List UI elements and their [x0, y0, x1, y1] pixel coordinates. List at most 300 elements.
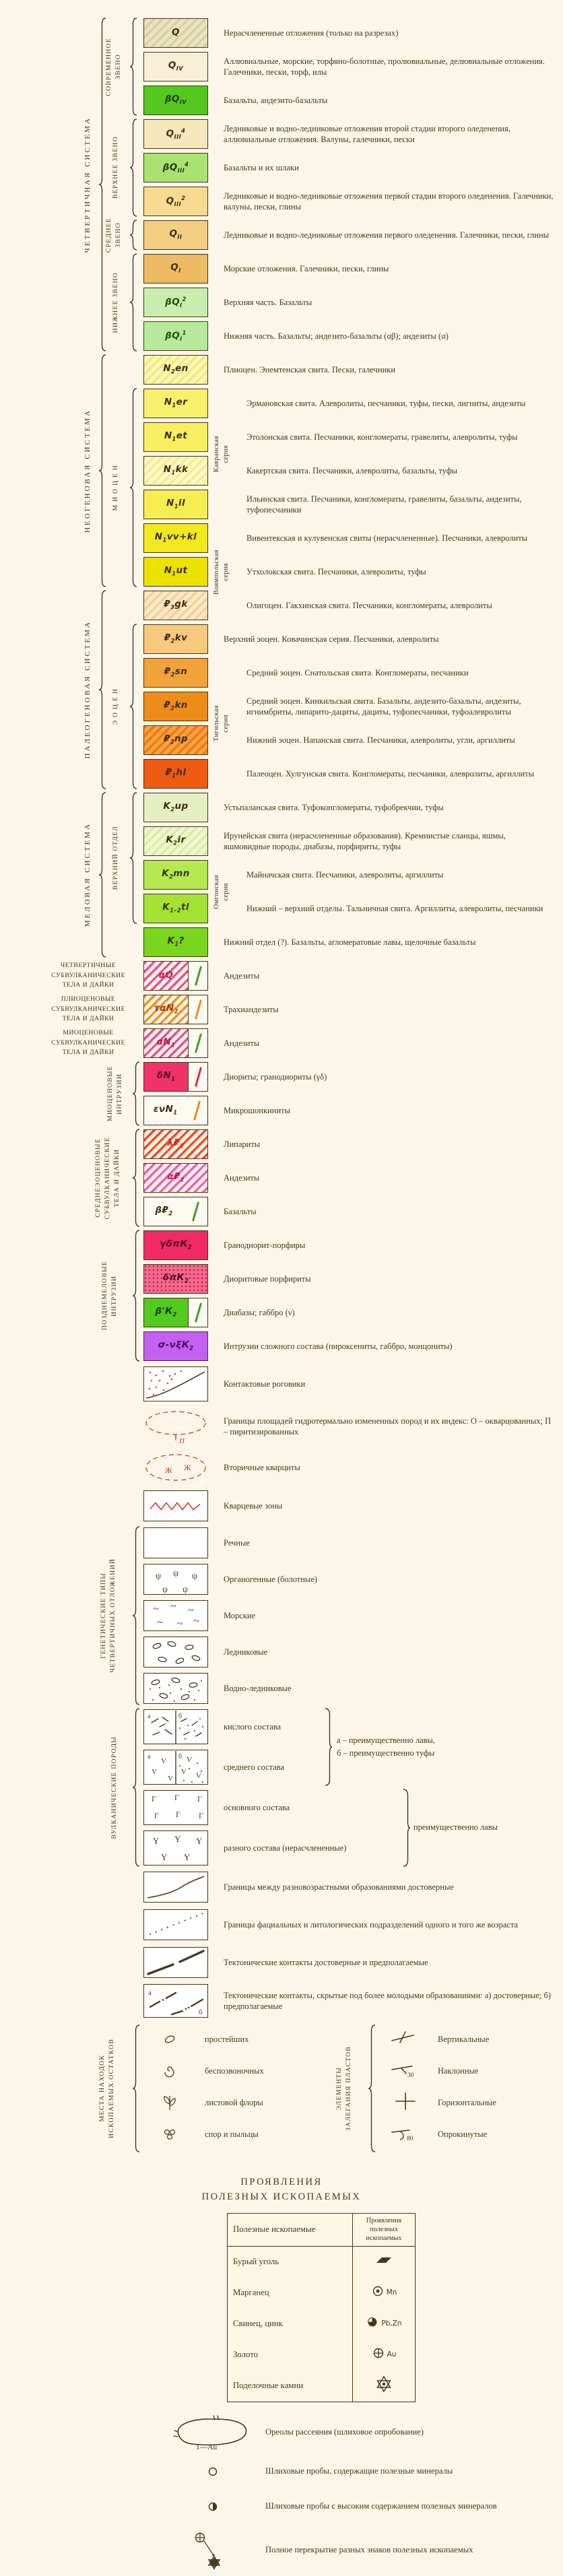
swatch: [143, 860, 208, 890]
legend-description: Ледниковые: [224, 1647, 268, 1657]
swatch: [143, 1028, 208, 1058]
label-intrusions-late-cretaceous-brace: [132, 1230, 141, 1365]
marine-icon: [143, 1600, 208, 1631]
horizontal-bedding-icon: [389, 2092, 423, 2113]
swatch: [143, 321, 208, 351]
legend-description: Речные: [224, 1538, 250, 1548]
swatch: [143, 355, 208, 385]
overturned-bedding-icon: [389, 2124, 423, 2145]
unit-symbol: $\beta Q_{IV}$: [164, 94, 187, 106]
spores-pollen-icon: [156, 2125, 183, 2143]
label-line: ВЕРХНЕЕ ЗВЕНО: [112, 136, 119, 199]
coal-icon: [372, 2253, 396, 2270]
label-line: Э О Ц Е Н: [112, 688, 119, 725]
legend-row: [0, 1487, 563, 1525]
legend-row: [0, 1094, 563, 1127]
svg-text:Y: Y: [174, 1833, 181, 1844]
legend-description: Диориты; гранодиориты (γδ): [224, 1072, 327, 1082]
vertical-bedding-icon: [389, 2029, 423, 2050]
label-intrusions-miocene: [106, 1061, 124, 1126]
label-line: ПЛИОЦЕНОВЫЕ: [61, 995, 116, 1003]
svg-text:~: ~: [153, 1603, 159, 1615]
unit-symbol: δπК$_2$: [162, 1272, 189, 1285]
legend-description: Нерасчлененные отложения (только на разрезах): [224, 28, 399, 38]
legend-description: Тектонические контакты достоверные и предполагаемые: [224, 1958, 428, 1967]
swatch: [143, 793, 208, 822]
manganese-icon: [371, 2284, 385, 2301]
epoch-miocene: [112, 388, 120, 587]
label-genetic-types-brace: [132, 1526, 141, 1709]
swatch: [143, 52, 208, 81]
label-line: СРЕДНЕЕ: [105, 217, 112, 253]
unit-symbol: $Q_{III}^2$: [166, 195, 186, 208]
sys-neogene: [84, 354, 92, 587]
mineral-occurrences-section: [0, 2175, 563, 2402]
glacial-icon: [143, 1637, 208, 1667]
minerals-heading: [154, 2175, 409, 2205]
swatch: [143, 1062, 208, 1092]
unit-symbol: $\beta'К_2$: [155, 1306, 177, 1319]
swatch: [143, 1264, 208, 1294]
legend-description: Ледниковые и водно-ледниковые отложения второй стадии второго оледенения, аллювиальные отложения. Валуны, галечники, пески: [224, 124, 510, 144]
svg-text:Г: Г: [154, 1810, 159, 1820]
label-line: Воямпольская: [213, 549, 220, 595]
swatch: [143, 826, 208, 856]
fossil-label: спор и пыльцы: [205, 2129, 259, 2139]
unit-symbol: ενN$_1$: [153, 1104, 178, 1117]
unit-symbol: γδπК$_2$: [159, 1239, 192, 1251]
sampling-symbol-description: Полное перекрытие разных знаков полезных ископаемых: [265, 2545, 473, 2555]
minerals-table-row: [228, 2278, 415, 2309]
legend-description: Границы между разновозрастными образованиями достоверные: [224, 1882, 454, 1892]
sampling-symbol-row: [0, 2488, 563, 2525]
boundary-facies-icon: [143, 1909, 208, 1940]
slash-mark-icon: [195, 999, 202, 1020]
svg-text:б: б: [178, 1752, 183, 1760]
svg-text:~: ~: [157, 1616, 163, 1628]
legend-description: Палеоцен. Хулгунская свита. Конгломераты, песчаники, алевролиты, аргиллиты: [246, 769, 535, 779]
unit-symbol: $\alpha N_1$: [156, 1036, 176, 1049]
legend-description: Андезиты: [224, 971, 260, 981]
swatch: [143, 1197, 208, 1226]
legend-description: Границы фациальных и литологических подразделений одного и того же возраста: [224, 1920, 519, 1929]
legend-row: [0, 1525, 563, 1561]
swatch: [143, 389, 208, 418]
sampling-symbol-description: Шлиховые пробы с высоким содержанием полезных минералов: [265, 2501, 497, 2511]
fossil-item: [156, 2089, 263, 2116]
svg-text:Г: Г: [152, 1793, 156, 1804]
svg-text:V: V: [187, 1755, 192, 1764]
swatch: [143, 557, 208, 587]
unit-symbol: $\delta N_1$: [156, 1070, 176, 1083]
svg-text:ψ: ψ: [192, 1570, 198, 1581]
mineral-symbol-cell: [353, 2247, 415, 2278]
unit-symbol: $₽_2kn$: [164, 700, 188, 713]
bedding-label: Наклонные: [438, 2066, 479, 2076]
label-line: ИНТРУЗИИ: [115, 1073, 123, 1115]
heading-line: ПОЛЕЗНЫХ ИСКОПАЕМЫХ: [201, 2191, 362, 2202]
legend-description: Майначская свита. Песчаники, алевролиты, аргиллиты: [246, 870, 444, 880]
legend-description: Морские: [224, 1611, 256, 1620]
sys-cretaceous: [84, 792, 92, 958]
label-line: серия: [222, 714, 230, 733]
svg-text:П: П: [179, 1437, 185, 1445]
series-kavranskaya: [213, 388, 231, 520]
unit-symbol: $N_2en$: [163, 363, 189, 376]
unit-symbol: Q: [172, 27, 180, 38]
svg-text:80: 80: [407, 2135, 413, 2142]
legend-description: Нижний эоцен. Напанская свита. Песчаники, алевролиты, угли, аргиллиты: [246, 735, 515, 745]
label-line: НЕОГЕНОВАЯ СИСТЕМА: [84, 408, 92, 533]
label-line: ТЕЛА И ДАЙКИ: [112, 1148, 121, 1208]
annotation-lavas-tuffs: [337, 1708, 505, 1786]
annotation-mostly-lavas: [413, 1789, 548, 1867]
tectonic-contact-icon: [143, 1947, 208, 1978]
label-line: ТЕЛА И ДАЙКИ: [62, 1049, 114, 1057]
legend-row: [0, 1906, 563, 1944]
unit-symbol: $₽_2np$: [163, 733, 189, 746]
overlap-icon: [167, 2530, 259, 2571]
zveno-verhnee: [112, 119, 120, 217]
volc-acid-icon: [143, 1709, 208, 1744]
circle-open-icon: [167, 2465, 259, 2478]
fossil-item: [156, 2121, 259, 2148]
legend-description: Средний эоцен. Кинкильская свита. Базальты, андезито-базальты, андезиты, игнимбриты, липарито-дациты, дациты, туфопесчаники, туфоалевролиты: [246, 696, 521, 717]
swatch: [143, 288, 208, 317]
fossils-and-bedding-section: [0, 2020, 563, 2158]
legend-row: [0, 1127, 563, 1161]
unit-symbol: $\beta₽_2$: [155, 1205, 173, 1218]
svg-text:б: б: [199, 2008, 203, 2016]
swatch: [143, 523, 208, 553]
swatch-fill: [144, 1029, 188, 1057]
legend-row: [0, 1262, 563, 1296]
svg-text:~: ~: [177, 1618, 183, 1630]
legend-description: Верхний эоцен. Ковачинская серия. Песчаники, алевролиты: [224, 634, 439, 644]
swatch: [143, 961, 208, 991]
label-line: ЧЕТВЕРТИЧНЫХ ОТЛОЖЕНИЙ: [108, 1558, 117, 1673]
legend-description: Микрошонкиниты: [224, 1106, 290, 1115]
swatch-slash-box: [188, 995, 207, 1024]
label-line: МЕЛОВАЯ СИСТЕМА: [84, 822, 92, 927]
swatch-slash-box: [188, 1298, 207, 1327]
col-header-occurrences: Проявления полезных ископаемых: [366, 2216, 402, 2243]
legend-description: кислого состава: [224, 1722, 282, 1731]
svg-text:ψ: ψ: [173, 1567, 179, 1578]
legend-description: разного состава (нерасчлененные): [224, 1843, 347, 1853]
series-omgonskaya: [213, 859, 231, 924]
unit-symbol: $₽_2kv$: [164, 632, 188, 645]
svg-text:Y: Y: [153, 1835, 160, 1846]
legend-description: Липариты: [224, 1140, 261, 1149]
label-line: МИОЦЕНОВЫЕ: [106, 1065, 114, 1122]
legend-description: Базальты: [224, 1207, 257, 1216]
unit-symbol: $N_1kk$: [163, 464, 189, 477]
unit-symbol: $K_2ir$: [166, 834, 186, 847]
label-line: б – преимущественно туфы: [337, 1748, 435, 1758]
unit-symbol: σ-νξК$_2$: [158, 1340, 194, 1352]
legend-description: Верхняя часть. Базальты: [224, 298, 312, 307]
river-icon: [143, 1527, 208, 1558]
svg-text:а: а: [147, 1752, 151, 1760]
unit-symbol: $N_1er$: [164, 397, 188, 409]
series-tigilskaya: [213, 657, 231, 789]
label-line: а – преимущественно лавы,: [337, 1735, 435, 1745]
legend-description: Нижняя часть. Базальты; андезито-базальты (αβ); андезиты (α): [224, 331, 449, 341]
label-genetic-types: [100, 1526, 117, 1705]
bedding-label: Горизонтальные: [438, 2097, 496, 2107]
swatch: [143, 692, 208, 721]
slash-mark-icon: [193, 1100, 201, 1121]
halo-boundary-icon: [143, 1407, 208, 1446]
bedding-item: [389, 2057, 478, 2084]
bedding-label: Опрокинутые: [438, 2129, 488, 2139]
unit-symbol: $\beta Q_I^1$: [165, 329, 187, 343]
unit-symbol: $K_1$?: [167, 935, 185, 948]
swatch: [143, 1331, 208, 1361]
swatch-fill: [144, 1063, 188, 1091]
ornamental-stones-icon: [375, 2375, 393, 2396]
svg-text:ψ: ψ: [162, 1583, 168, 1594]
bedding-item: [389, 2026, 489, 2053]
legend-description: Тектонические контакты, скрытые под более молодыми образованиями: а) достоверные; б) предполагаемые: [224, 1991, 551, 2011]
label-subvolcanic-mid-eocene: [94, 1129, 121, 1227]
minerals-table-header: [228, 2214, 415, 2247]
svg-text:Г: Г: [174, 1792, 179, 1802]
svg-text:Г: Г: [176, 1809, 180, 1819]
swatch: [143, 187, 208, 216]
invertebrates-icon: [156, 2062, 183, 2080]
chemical-label: Mn: [386, 2288, 397, 2297]
label-volcanic-rocks: [110, 1708, 119, 1867]
otdel-verhniy: [112, 792, 120, 924]
chemical-label: Au: [387, 2350, 397, 2358]
legend-row: [0, 1634, 563, 1670]
swatch: [143, 1163, 208, 1193]
label-line: ИСКОПАЕМЫХ ОСТАТКОВ: [107, 2038, 115, 2138]
legend-description: среднего состава: [224, 1762, 285, 1772]
legend-description: Вивентекская и кулувенская свиты (нерасчлененные). Песчаники, алевролиты: [246, 533, 528, 543]
mineral-name: Золото: [228, 2340, 353, 2371]
swatch: [143, 254, 208, 284]
epoch-eocene-brace: [129, 624, 138, 793]
label-line: М И О Ц Е Н: [112, 464, 119, 511]
zveno-sovremennoe-brace: [129, 18, 138, 119]
protozoa-icon: [156, 2030, 183, 2048]
svg-text:V: V: [161, 1756, 166, 1765]
label-line: ЭЛЕМЕНТЫ: [335, 2066, 343, 2111]
unit-symbol: $₽_1hl$: [165, 767, 187, 780]
label-subvolcanic-miocene: [38, 1028, 139, 1059]
heading-line: ПРОЯВЛЕНИЯ: [240, 2177, 323, 2187]
legend-row: [0, 1329, 563, 1363]
svg-text:а: а: [147, 1712, 151, 1720]
label-line: ЗАЛЕГАНИЯ ПЛАСТОВ: [344, 2045, 352, 2132]
svg-text:б: б: [178, 1712, 183, 1720]
sys-paleogene-brace: [98, 590, 107, 793]
unit-symbol: $K_2up$: [163, 801, 189, 814]
swatch: [143, 490, 208, 519]
legend-row: [0, 1944, 563, 1981]
label-line: серия: [222, 562, 230, 581]
slash-mark-icon: [192, 1201, 199, 1222]
label-line: ЗВЕНО: [114, 54, 122, 79]
legend-row: [0, 1060, 563, 1094]
unit-symbol: $\lambda₽_2$: [167, 1137, 185, 1150]
unit-symbol: $K_2mn$: [162, 868, 190, 881]
unit-symbol: $Q_{IV}$: [168, 60, 184, 73]
sampling-symbols-section: [0, 2410, 563, 2576]
legend-description: Средний эоцен. Снатольская свита. Конгломераты, песчаники: [246, 668, 469, 678]
sys-neogene-brace: [98, 354, 107, 591]
legend-description: Ледниковые и водно-ледниковые отложения первой стадии второго оледенения. Галечники, валуны, пески, глины: [224, 191, 554, 211]
slash-mark-icon: [195, 966, 202, 986]
label-line: СУБВУЛКАНИЧЕСКИЕ: [51, 1038, 125, 1047]
svg-text:ψ: ψ: [156, 1570, 162, 1581]
svg-text:Ж: Ж: [165, 1465, 172, 1475]
epoch-eocene: [112, 624, 120, 789]
fossil-item: [156, 2057, 264, 2084]
otdel-verhniy-brace: [129, 792, 138, 927]
legend-row: [0, 1405, 563, 1448]
fluvioglacial-icon: [143, 1673, 208, 1704]
svg-text:Г: Г: [199, 1810, 203, 1820]
svg-text:V: V: [168, 1774, 173, 1783]
unit-symbol: $N_1vv+kl$: [154, 531, 197, 544]
swatch: [143, 1129, 208, 1159]
label-line: Омгонская: [213, 874, 220, 909]
legend-description: Морские отложения. Галечники, пески, глины: [224, 264, 389, 273]
label-subvolcanic-mid-eocene-brace: [132, 1129, 141, 1230]
label-subvolcanic-pliocene: [38, 994, 139, 1025]
unit-symbol: αQ: [158, 970, 174, 981]
legend-description: Диоритовые порфириты: [224, 1274, 311, 1284]
legend-description: Нижний – верхний отделы. Тальничная свита. Аргиллиты, алевролиты, песчаники: [246, 904, 543, 913]
legend-description: Ирунейская свита (нерасчлененные образования). Кремнистые сланцы, яшмы, яшмовидные породы, диабазы, порфириты, туфы: [224, 831, 506, 851]
legend-description: Плиоцен. Энемтенская свита. Пески, галечники: [224, 365, 396, 374]
swatch: [143, 1230, 208, 1260]
fossil-label: простейших: [205, 2034, 249, 2044]
legend-description: Водно-ледниковые: [224, 1684, 292, 1693]
legend-description: Аллювиальные, морские, торфяно-болотные, пролювиальные, делювиальные отложения. Галечники, пески, торф, илы: [224, 57, 545, 77]
legend-description: Какертская свита. Песчаники, алевролиты, базальты, туфы: [246, 466, 458, 475]
slash-mark-icon: [195, 1067, 202, 1087]
label-line: Тигильская: [213, 705, 220, 741]
swatch: [143, 119, 208, 149]
legend-row: [0, 1868, 563, 1906]
mineral-symbol-cell: [353, 2309, 415, 2340]
annotation-mostly-lavas-brace: [403, 1789, 411, 1870]
leaf-flora-icon: [156, 2094, 183, 2111]
slash-mark-icon: [195, 1033, 202, 1053]
svg-text:ψ: ψ: [183, 1583, 189, 1594]
swatch: [143, 927, 208, 957]
lead-zinc-icon: [366, 2315, 379, 2332]
legend-description: Нижний отдел (?). Базальты, агломератовые лавы, щелочные базальты: [224, 937, 476, 947]
slash-mark-icon: [195, 1302, 202, 1323]
mineral-name: Марганец: [228, 2278, 353, 2309]
svg-text:~: ~: [188, 1604, 194, 1616]
boundary-certain-icon: [143, 1872, 208, 1903]
svg-text:а: а: [148, 1988, 152, 1997]
label-line: ЧЕТВЕРТИЧНАЯ СИСТЕМА: [84, 116, 92, 253]
svg-text:Г: Г: [197, 1793, 202, 1804]
legend-description: Ильинская свита. Песчаники, конгломераты, гравелиты, базальты, андезиты, туфопесчаники: [246, 494, 522, 515]
halo-icon: [167, 2414, 259, 2451]
minerals-table-row: [228, 2309, 415, 2340]
sampling-symbol-row: [0, 2410, 563, 2455]
label-volcanic-rocks-brace: [132, 1708, 141, 1870]
mineral-symbol-cell: [353, 2278, 415, 2309]
epoch-miocene-brace: [129, 388, 138, 591]
label-line: ТЕЛА И ДАЙКИ: [62, 981, 114, 989]
label-line: МИОЦЕНОВЫЕ: [63, 1028, 114, 1036]
swatch: [143, 624, 208, 654]
legend-row: [0, 1195, 563, 1228]
svg-text:Y: Y: [161, 1851, 168, 1862]
label-line: ГЕНЕТИЧЕСКИЕ ТИПЫ: [100, 1573, 107, 1659]
legend-row: [0, 1561, 563, 1597]
legend-description: Базальты и их шлаки: [224, 163, 299, 172]
label-line: серия: [222, 882, 230, 901]
swatch-fill: [144, 1298, 188, 1327]
unit-symbol: $N_1ut$: [164, 565, 188, 578]
quartz-zones-icon: [143, 1490, 208, 1521]
label-line: ЧЕТВЕРТИЧНЫЕ: [60, 961, 117, 969]
minerals-table: [227, 2213, 416, 2402]
unit-symbol: $K_{1-2}tl$: [162, 902, 189, 915]
swatch: [143, 894, 208, 923]
sampling-symbol-row: [0, 2525, 563, 2576]
label-line: ВУЛКАНИЧЕСКИЕ ПОРОДЫ: [110, 1736, 118, 1839]
zveno-srednee: [105, 217, 123, 253]
legend-row: [0, 1363, 563, 1405]
legend-description: Эрмановская свита. Алевролиты, песчаники, туфы, пески, лигниты, андезиты: [246, 399, 526, 408]
mineral-name: Бурый уголь: [228, 2247, 353, 2278]
sampling-symbol-row: [0, 2455, 563, 2488]
legend-description: Андезиты: [224, 1173, 260, 1183]
fossil-label: беспозвоночных: [205, 2066, 264, 2076]
svg-text:30: 30: [407, 2072, 414, 2078]
legend-row: [0, 1448, 563, 1487]
label-line: СРЕДНЕЭОЦЕНОВЫЕ: [94, 1138, 102, 1218]
svg-text:V: V: [196, 1771, 201, 1780]
label-line: МЕСТА НАХОДОК: [98, 2055, 106, 2122]
swatch-fill: [144, 995, 188, 1024]
legend-description: Кварцевые зоны: [224, 1501, 283, 1511]
legend-description: Утхолокская свита. Песчаники, алевролиты, туфы: [246, 567, 426, 576]
secondary-quartzites-icon: [143, 1450, 208, 1485]
volc-mixed-icon: [143, 1830, 208, 1865]
minerals-table-row: [228, 2340, 415, 2371]
legend-description: Олигоцен. Гакхинская свита. Песчаники, конгломераты, алевролиты: [246, 601, 492, 610]
zveno-verhnee-brace: [129, 119, 138, 220]
swatch: [143, 995, 208, 1024]
circle-half-icon: [167, 2500, 259, 2513]
bedding-label: Вертикальные: [438, 2034, 490, 2044]
tectonic-hidden-icon: [143, 1984, 208, 2018]
unit-symbol: ταN$_2$: [154, 1003, 178, 1016]
legend-description: Вторичные кварциты: [224, 1463, 300, 1472]
unit-symbol: $\beta Q_I^2$: [165, 296, 187, 309]
label-line: НИЖНЕЕ ЗВЕНО: [112, 271, 119, 333]
label-line: ВЕРХНИЙ ОТДЕЛ: [112, 826, 119, 890]
zveno-nizhnee: [112, 253, 120, 352]
svg-text:Ж: Ж: [184, 1462, 191, 1472]
legend-description: Трахиандезиты: [224, 1005, 279, 1014]
sys-quaternary: [84, 18, 92, 352]
annotation-lavas-tuffs-brace: [325, 1708, 333, 1789]
